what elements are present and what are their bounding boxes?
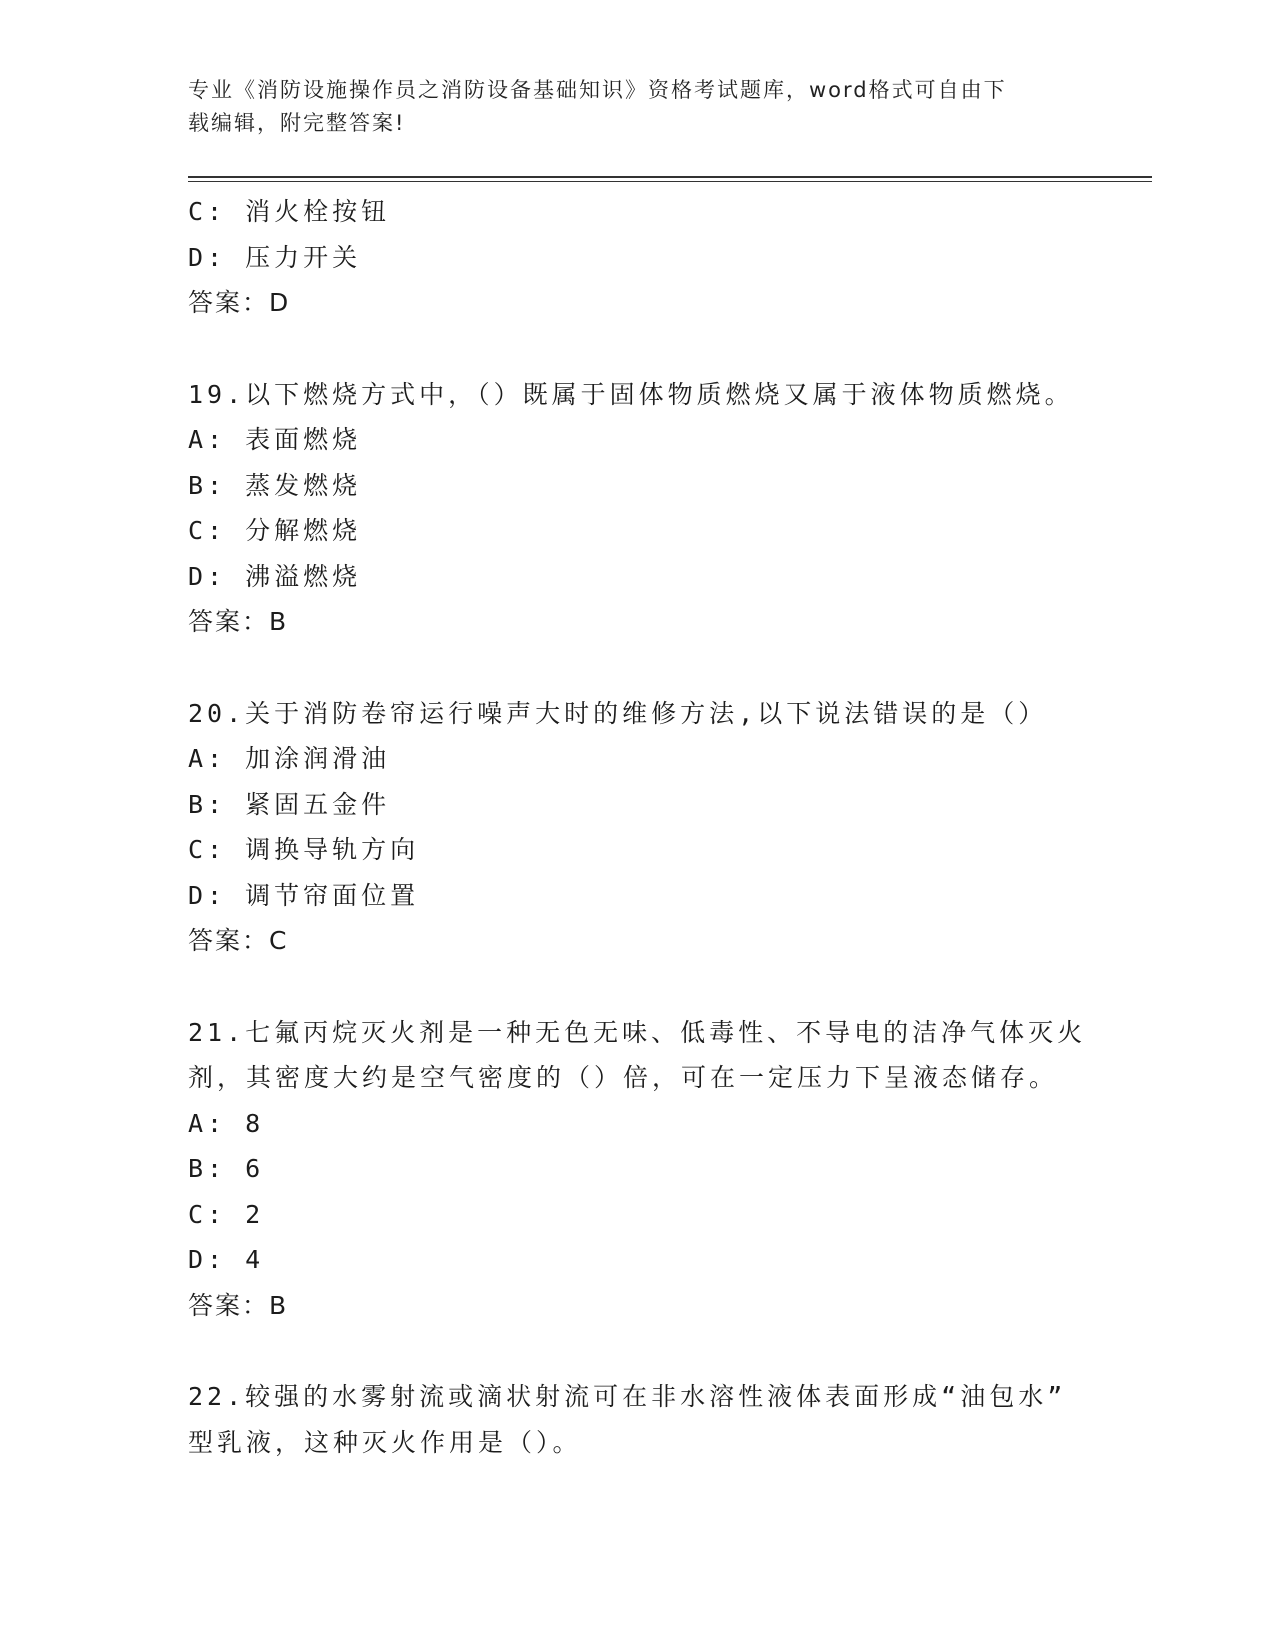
option-a: A: 加涂润滑油 [188, 744, 391, 773]
question-stem-line-1: 22.较强的水雾射流或滴状射流可在非水溶性液体表面形成“油包水” [188, 1382, 1067, 1411]
spacer [188, 964, 1088, 1010]
option-b: B: 紧固五金件 [188, 789, 391, 819]
option-d: D: 沸溢燃烧 [188, 561, 362, 591]
option-b: B: 蒸发燃烧 [188, 470, 362, 500]
option-c: C: 调换导轨方向 [188, 835, 420, 864]
header-line-2: 载编辑，附完整答案! [188, 111, 406, 135]
document-header [188, 74, 1068, 140]
option-c: C: 2 [188, 1199, 265, 1229]
option-b: B: 6 [188, 1154, 265, 1183]
option-c: C: 消火栓按钮 [188, 197, 391, 226]
question-stem-line-1: 21.七氟丙烷灭火剂是一种无色无味、低毒性、不导电的洁净气体灭火 [188, 1017, 1087, 1047]
question-stem: 19.以下燃烧方式中，（）既属于固体物质燃烧又属于液体物质燃烧。 [188, 379, 1074, 409]
question-list [188, 189, 1088, 1465]
previous-question-tail [188, 189, 1088, 326]
spacer [188, 645, 1088, 691]
header-line-1: 专业《消防设施操作员之消防设备基础知识》资格考试题库，word格式可自由下 [188, 78, 1007, 102]
option-d: D: 4 [188, 1245, 265, 1274]
question-stem: 20.关于消防卷帘运行噪声大时的维修方法,以下说法错误的是（） [188, 698, 1048, 728]
question-stem-line-2: 型乳液，这种灭火作用是（）。 [188, 1427, 582, 1457]
spacer [188, 1328, 1088, 1374]
spacer [188, 326, 1088, 372]
question-21 [188, 1010, 1088, 1329]
answer: 答案：D [188, 288, 291, 317]
option-c: C: 分解燃烧 [188, 516, 362, 545]
question-20 [188, 691, 1088, 964]
option-d: D: 压力开关 [188, 242, 362, 272]
header-divider-thick [188, 176, 1152, 178]
option-a: A: 8 [188, 1108, 265, 1138]
answer: 答案：B [188, 607, 289, 636]
option-a: A: 表面燃烧 [188, 425, 362, 454]
question-22 [188, 1374, 1088, 1465]
question-19 [188, 372, 1088, 645]
header-divider-thin [188, 181, 1152, 182]
option-d: D: 调节帘面位置 [188, 880, 420, 910]
answer: 答案：C [188, 926, 289, 955]
answer: 答案：B [188, 1290, 289, 1320]
question-stem-line-2: 剂，其密度大约是空气密度的（）倍，可在一定压力下呈液态储存。 [188, 1063, 1059, 1092]
